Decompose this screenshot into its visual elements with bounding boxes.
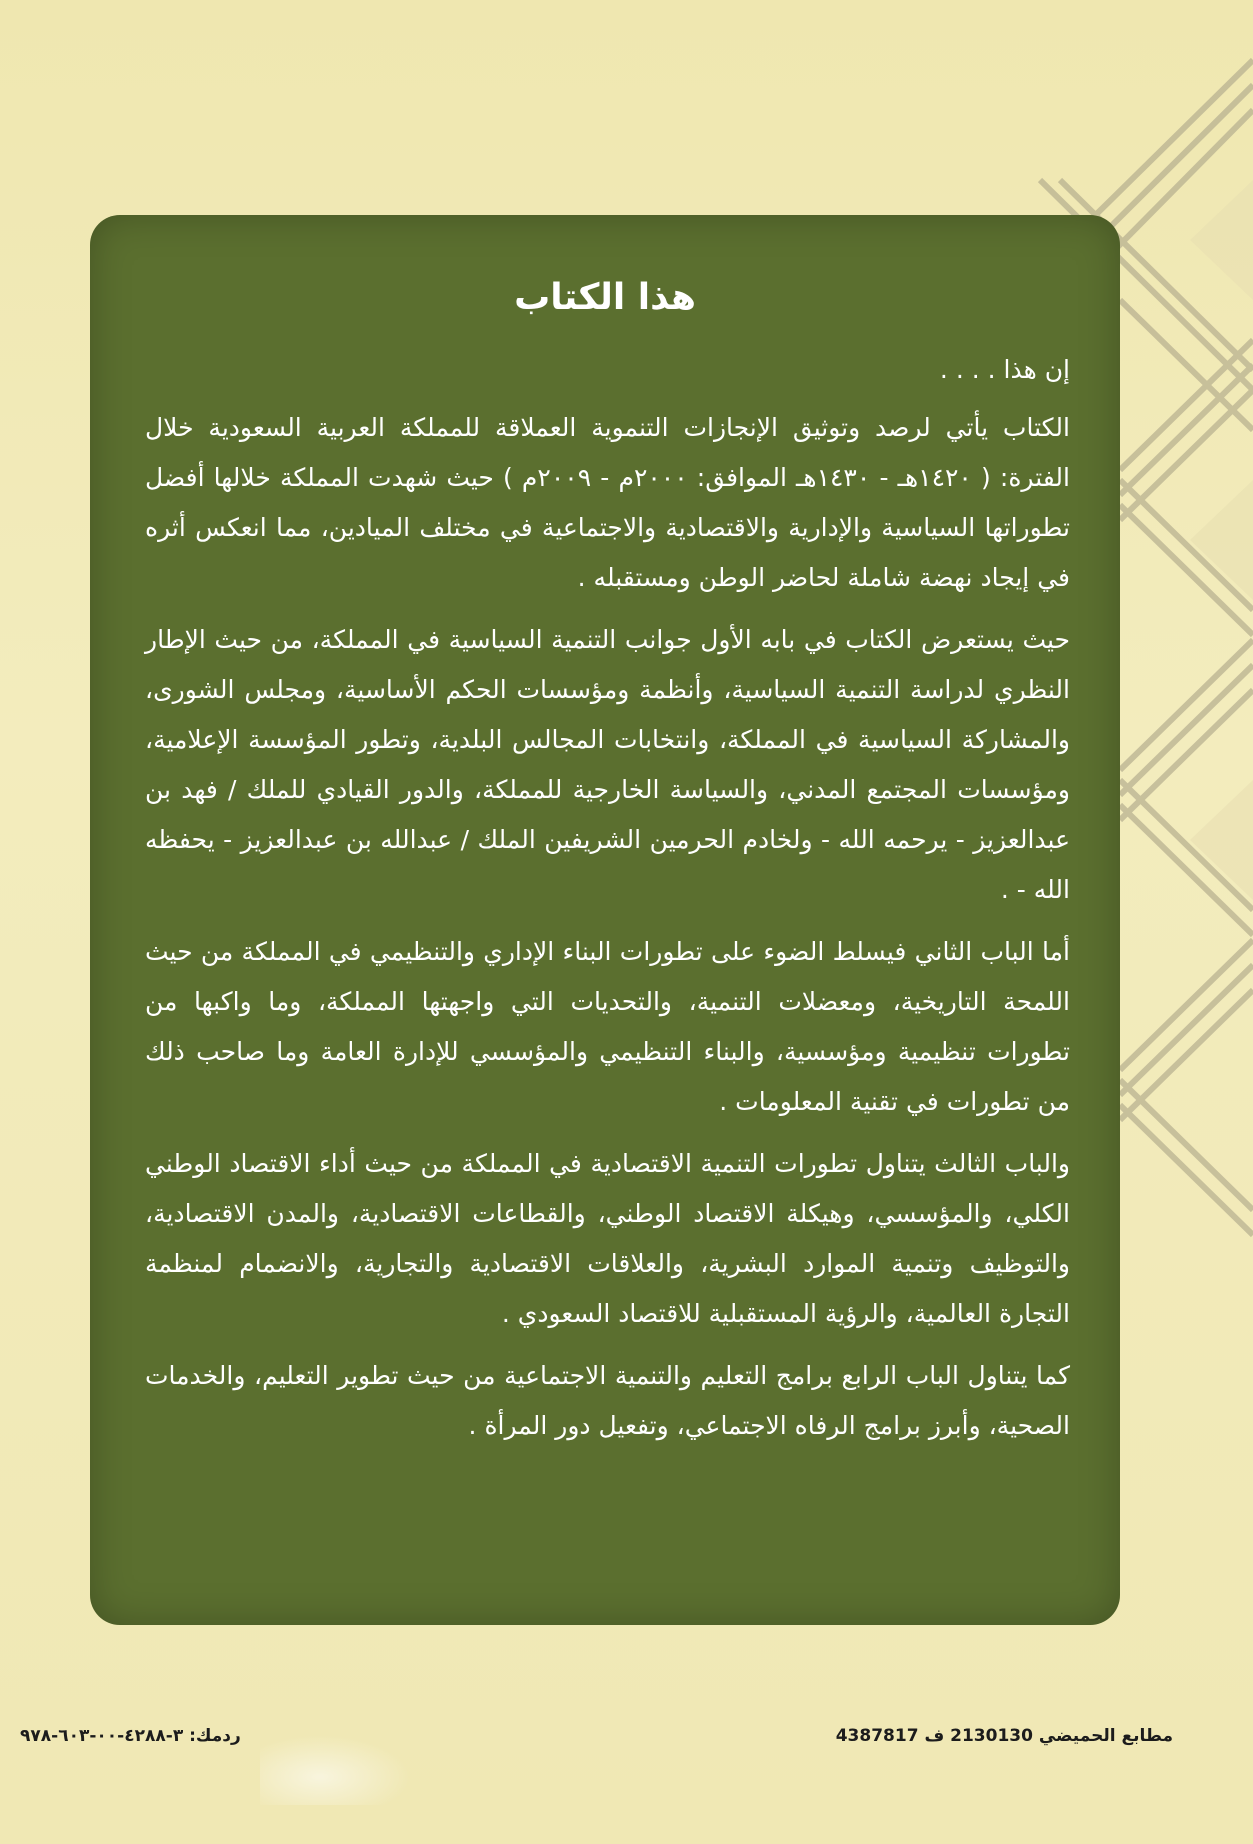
paragraph-1: الكتاب يأتي لرصد وتوثيق الإنجازات التنموية العملاقة للمملكة العربية السعودية خلال الفترة: ( ١٤٢٠هـ - ١٤٣٠هـ الموافق: ٢٠٠٠م - ٢٠٠٩م ) حيث شهدت المملكة خلالها أفضل تطوراتها السياسية والإدارية والاقتصادية والاجتماعية في مختلف الميادين، مما انعكس أثره في إيجاد نهضة شاملة لحاضر الوطن ومستقبله . <box>145 413 1070 592</box>
paragraph-4: والباب الثالث يتناول تطورات التنمية الاقتصادية في المملكة من حيث أداء الاقتصاد الوطني الكلي، والمؤسسي، وهيكلة الاقتصاد الوطني، والقطاعات الاقتصادية، والمدن الاقتصادية، والتوظيف وتنمية الموارد البشرية، والعلاقات الاقتصادية والتجارية، والانضمام لمنظمة التجارة العالمية، والرؤية المستقبلية للاقتصاد السعودي . <box>145 1149 1070 1328</box>
panel-title: هذا الكتاب <box>514 277 696 318</box>
printer-info: مطابع الحميضي 2130130 ف 4387817 <box>835 1726 1173 1746</box>
book-description-panel <box>90 215 1120 1625</box>
paragraph-3: أما الباب الثاني فيسلط الضوء على تطورات البناء الإداري والتنظيمي في المملكة من حيث اللمحة التاريخية، ومعضلات التنمية، والتحديات التي واجهتها المملكة، وما واكبها من تطورات تنظيمية ومؤسسية، والبناء التنظيمي والمؤسسي للإدارة العامة وما صاحب ذلك من تطورات في تقنية المعلومات . <box>145 937 1070 1116</box>
print-smudge <box>260 1735 410 1805</box>
intro-line: إن هذا . . . . <box>939 355 1070 384</box>
paragraph-5: كما يتناول الباب الرابع برامج التعليم والتنمية الاجتماعية من حيث تطوير التعليم، والخدمات الصحية، وأبرز برامج الرفاه الاجتماعي، وتفعيل دور المرأة . <box>145 1361 1070 1440</box>
panel-text <box>145 345 1070 1463</box>
paragraph-2: حيث يستعرض الكتاب في بابه الأول جوانب التنمية السياسية في المملكة، من حيث الإطار النظري لدراسة التنمية السياسية، وأنظمة ومؤسسات الحكم الأساسية، ومجلس الشورى، والمشاركة السياسية في المملكة، وانتخابات المجالس البلدية، وتطور المؤسسة الإعلامية، ومؤسسات المجتمع المدني، والسياسة الخارجية للمملكة، والدور القيادي للملك / فهد بن عبدالعزيز - يرحمه الله - ولخادم الحرمين الشريفين الملك / عبدالله بن عبدالعزيز - يحفظه الله - . <box>145 625 1070 904</box>
isbn-label: ردمك: ٣-٤٢٨٨-٠٠-٦٠٣-٩٧٨ <box>20 1726 241 1746</box>
